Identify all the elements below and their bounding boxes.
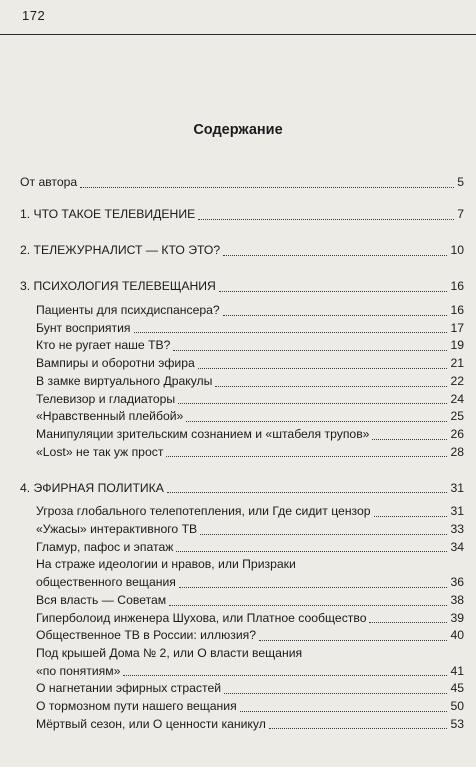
toc-chapter-2[interactable] xyxy=(20,236,464,260)
toc-entry-label: Гиперболоид инженера Шухова, или Платное сообщество xyxy=(36,610,367,625)
toc-entry-page: 31 xyxy=(450,480,464,495)
toc-chapter-3[interactable] xyxy=(20,272,464,296)
toc-section[interactable] xyxy=(20,503,464,521)
header-rule xyxy=(0,34,476,35)
toc-entry-label: «Ужасы» интерактивного ТВ xyxy=(36,522,198,537)
dot-leader xyxy=(269,728,448,729)
toc-entry-label: Гламур, пафос и эпатаж xyxy=(36,539,174,554)
toc-entry-page: 25 xyxy=(450,409,464,424)
toc-entry-label: Манипуляции зрительским сознанием и «штабеля трупов» xyxy=(36,426,370,441)
toc-entry-label: Вся власть — Советам xyxy=(36,592,167,607)
toc-section[interactable] xyxy=(20,355,464,373)
toc-entry-page: 45 xyxy=(450,681,464,696)
toc-section[interactable] xyxy=(20,408,464,426)
toc-section[interactable] xyxy=(20,373,464,391)
toc-entry-page: 41 xyxy=(450,663,464,678)
toc-entry-label: На страже идеологии и нравов, или Призраки xyxy=(36,557,296,572)
dot-leader xyxy=(224,693,447,694)
toc-entry-page: 17 xyxy=(450,320,464,335)
toc-section[interactable] xyxy=(20,574,464,592)
toc-section[interactable] xyxy=(20,698,464,716)
dot-leader xyxy=(80,187,454,188)
dot-leader xyxy=(167,492,448,493)
toc-section[interactable] xyxy=(20,663,464,681)
toc-entry-page: 33 xyxy=(450,522,464,537)
toc-entry-page: 39 xyxy=(450,610,464,625)
dot-leader xyxy=(223,315,448,316)
toc-entry-page: 24 xyxy=(450,391,464,406)
toc-entry-label: 1. ЧТО ТАКОЕ ТЕЛЕВИДЕНИЕ xyxy=(20,207,196,222)
toc-entry-label: О тормозном пути нашего вещания xyxy=(36,699,237,714)
toc-entry-label: О нагнетании эфирных страстей xyxy=(36,681,222,696)
toc-entry-label: Телевизор и гладиаторы xyxy=(36,391,176,406)
toc-entry-page: 40 xyxy=(450,628,464,643)
toc-entry-page: 19 xyxy=(450,338,464,353)
dot-leader xyxy=(173,350,447,351)
toc-section[interactable] xyxy=(20,521,464,539)
toc-section[interactable] xyxy=(20,337,464,355)
toc-entry-label: Пациенты для психдиспансера? xyxy=(36,303,220,317)
toc-entry-page: 31 xyxy=(450,504,464,519)
toc-section[interactable] xyxy=(20,680,464,698)
toc-entry-page: 36 xyxy=(450,575,464,590)
dot-leader xyxy=(186,421,447,422)
toc-entry-page: 50 xyxy=(450,699,464,714)
toc-entry-page: 16 xyxy=(450,303,464,317)
toc-title: Содержание xyxy=(193,122,283,138)
toc-entry-label: Вампиры и оборотни эфира xyxy=(36,356,195,371)
dot-leader xyxy=(369,622,447,623)
toc-entry-label: Общественное ТВ в России: иллюзия? xyxy=(36,628,257,643)
toc-section[interactable] xyxy=(20,302,464,320)
toc-entry-label: Кто не ругает наше ТВ? xyxy=(36,338,171,353)
toc-section[interactable] xyxy=(20,320,464,338)
toc-entry-page: 53 xyxy=(450,716,464,731)
dot-leader xyxy=(374,516,448,517)
toc-section[interactable] xyxy=(20,610,464,628)
toc-section[interactable] xyxy=(20,444,464,462)
toc-chapter-1[interactable] xyxy=(20,200,464,224)
dot-leader xyxy=(200,534,447,535)
dot-leader xyxy=(198,368,448,369)
dot-leader xyxy=(134,332,448,333)
toc-section-continued[interactable] xyxy=(20,645,464,663)
toc-entry-label: 2. ТЕЛЕЖУРНАЛИСТ — КТО ЭТО? xyxy=(20,243,221,258)
toc-section[interactable] xyxy=(20,627,464,645)
dot-leader xyxy=(123,675,447,676)
toc-entry-label: От автора xyxy=(20,175,78,190)
dot-leader xyxy=(223,255,447,256)
toc-section[interactable] xyxy=(20,539,464,557)
toc-entry-page: 5 xyxy=(457,175,464,190)
toc-entry-label: «Lost» не так уж прост xyxy=(36,444,164,459)
table-of-contents xyxy=(20,168,464,733)
toc-section-continued[interactable] xyxy=(20,556,464,574)
toc-entry-author[interactable] xyxy=(20,168,464,192)
toc-entry-page: 34 xyxy=(450,539,464,554)
dot-leader xyxy=(215,386,447,387)
dot-leader xyxy=(176,551,447,552)
toc-entry-label: Мёртвый сезон, или О ценности каникул xyxy=(36,716,266,731)
toc-entry-page: 28 xyxy=(450,444,464,459)
toc-entry-page: 38 xyxy=(450,592,464,607)
toc-entry-label: Угроза глобального телепотепления, или Где сидит цензор xyxy=(36,504,371,519)
dot-leader xyxy=(178,403,447,404)
toc-section[interactable] xyxy=(20,592,464,610)
toc-section[interactable] xyxy=(20,716,464,734)
toc-entry-label: «по понятиям» xyxy=(36,663,121,678)
toc-entry-page: 21 xyxy=(450,356,464,371)
toc-entry-page: 10 xyxy=(450,243,464,258)
toc-entry-label: «Нравственный плейбой» xyxy=(36,409,184,424)
dot-leader xyxy=(169,605,447,606)
toc-entry-label: 3. ПСИХОЛОГИЯ ТЕЛЕВЕЩАНИЯ xyxy=(20,279,216,294)
toc-entry-page: 16 xyxy=(450,279,464,294)
toc-entry-label: Бунт восприятия xyxy=(36,320,131,335)
toc-entry-label: Под крышей Дома № 2, или О власти вещания xyxy=(36,645,303,660)
dot-leader xyxy=(219,291,448,292)
toc-chapter-4[interactable] xyxy=(20,473,464,497)
dot-leader xyxy=(372,439,447,440)
dot-leader xyxy=(259,640,447,641)
dot-leader xyxy=(240,711,448,712)
dot-leader xyxy=(198,219,454,220)
dot-leader xyxy=(179,587,448,588)
toc-entry-label: общественного вещания xyxy=(36,575,176,590)
toc-entry-page: 26 xyxy=(450,426,464,441)
toc-entry-label: 4. ЭФИРНАЯ ПОЛИТИКА xyxy=(20,480,164,495)
toc-section[interactable] xyxy=(20,426,464,444)
page-number: 172 xyxy=(22,8,46,23)
toc-entry-page: 7 xyxy=(457,207,464,222)
toc-entry-page: 22 xyxy=(450,373,464,388)
dot-leader xyxy=(166,456,447,457)
toc-section[interactable] xyxy=(20,391,464,409)
toc-entry-label: В замке виртуального Дракулы xyxy=(36,373,213,388)
